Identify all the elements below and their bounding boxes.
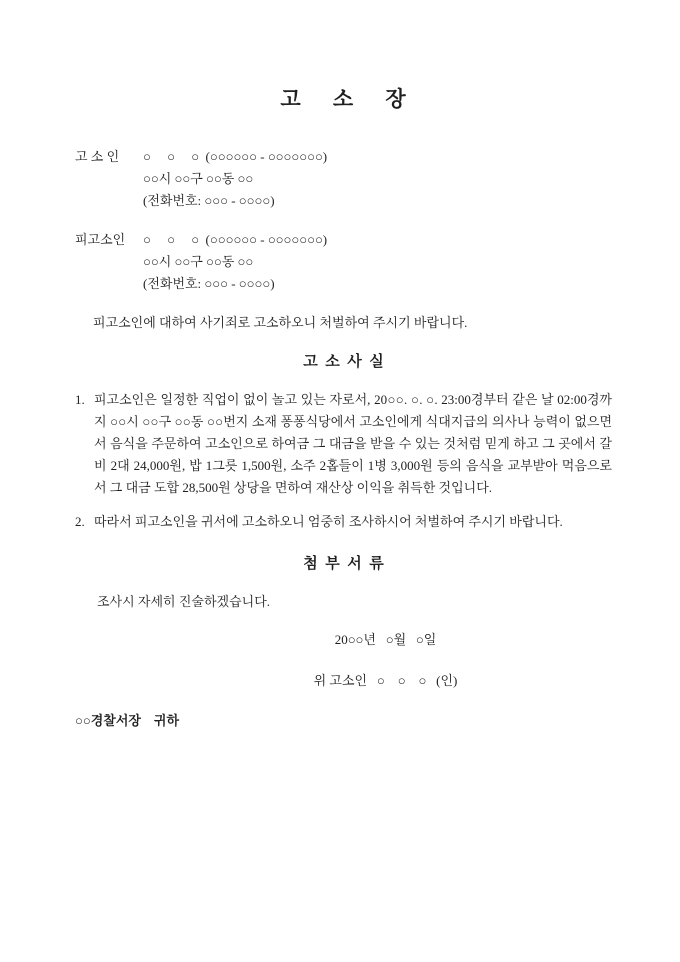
- fact-number-1: 1.: [75, 392, 85, 407]
- complainant-section: [75, 146, 612, 212]
- intro-statement: 피고소인에 대하여 사기죄로 고소하오니 처벌하여 주시기 바랍니다.: [93, 315, 468, 330]
- complainant-name: ○ ○ ○ (○○○○○○ - ○○○○○○○): [143, 149, 328, 164]
- signature-block: [75, 629, 612, 692]
- facts-heading: 고 소 사 실: [303, 354, 384, 370]
- fact-item-2: [75, 511, 612, 533]
- accused-phone: (전화번호: ○○○ - ○○○○): [143, 276, 275, 291]
- attachments-heading: 첨 부 서 류: [303, 556, 384, 572]
- document-date: 20○○년 ○월 ○일: [334, 632, 437, 647]
- recipient-line: ○○경찰서장 귀하: [75, 713, 180, 728]
- accused-address: ○○시 ○○구 ○○동 ○○: [143, 254, 254, 269]
- accused-name-row: [75, 229, 612, 251]
- document-title: 고 소 장: [280, 87, 407, 111]
- attachments-note: 조사시 자세히 진술하겠습니다.: [97, 594, 271, 609]
- complainant-phone: (전화번호: ○○○ - ○○○○): [143, 193, 275, 208]
- fact-text-1: 피고소인은 일정한 직업이 없이 놀고 있는 자로서, 20○○. ○. ○. 23:00경부터 같은 날 02:00경까지 ○○시 ○○구 ○○동 ○○번지 소재 퐁퐁식당에서 고소인에게 식대지급의 의사나 능력이 없으면서 음식을 주문하여 고소인으로 하여금 그 대금을 받을 수 있는 것처럼 믿게 하고 그 곳에서 갈비 2대 24,000원, 밥 1그릇 1,500원, 소주 2홉들이 1병 3,000원 등의 음식을 교부받아 먹음으로서 그 대금 도합 28,500원 상당을 면하여 재산상 이익을 취득한 것입니다.: [94, 392, 612, 495]
- fact-item-1: [75, 389, 612, 499]
- fact-text-2: 따라서 피고소인을 귀서에 고소하오니 엄중히 조사하시어 처벌하여 주시기 바랍니다.: [94, 514, 563, 529]
- accused-label: 피고소인: [75, 232, 126, 247]
- complainant-label: 고 소 인: [75, 149, 120, 164]
- accused-name: ○ ○ ○ (○○○○○○ - ○○○○○○○): [143, 232, 328, 247]
- fact-number-2: 2.: [75, 514, 85, 529]
- complainant-address: ○○시 ○○구 ○○동 ○○: [143, 171, 254, 186]
- complainant-name-row: [75, 146, 612, 168]
- signature-line: 위 고소인 ○ ○ ○ (인): [313, 673, 458, 688]
- accused-section: [75, 229, 612, 295]
